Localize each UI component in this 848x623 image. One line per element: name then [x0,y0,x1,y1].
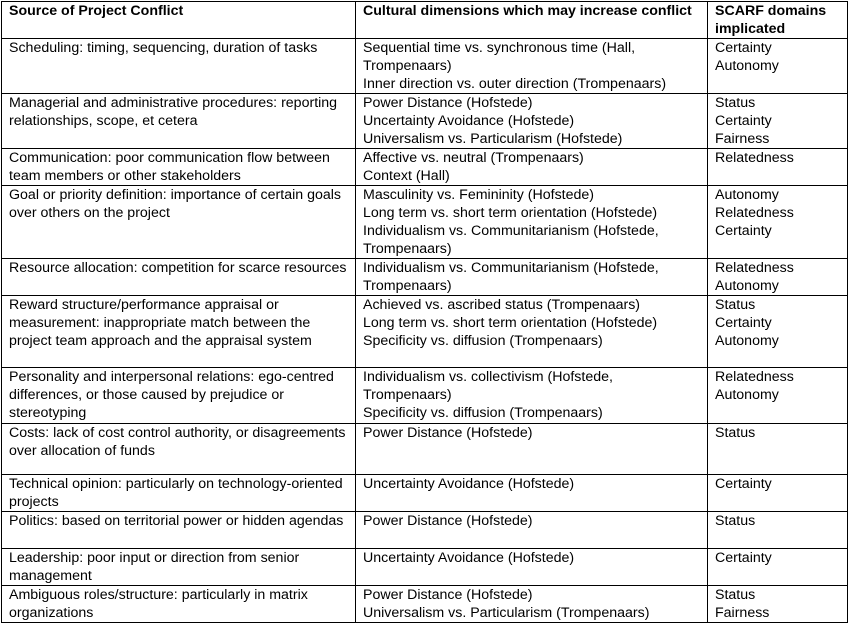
dimensions-cell [356,149,708,186]
table-row [2,259,848,296]
table-row [2,424,848,475]
scarf-cell [708,186,848,259]
dimension-item: Power Distance (Hofstede) [363,587,533,603]
source-cell: Reward structure/performance appraisal or measurement: inappropriate match between the project team approach and the appraisal system [2,296,356,368]
scarf-item: Autonomy [715,333,779,349]
source-cell: Scheduling: timing, sequencing, duration of tasks [2,39,356,94]
table-row [2,475,848,512]
table-row [2,296,848,368]
scarf-cell [708,94,848,149]
scarf-cell [708,296,848,368]
dimension-item: Sequential time vs. synchronous time (Hall, Trompenaars) [363,40,639,74]
scarf-cell [708,39,848,94]
dimensions-cell [356,549,708,586]
header-scarf: SCARF domains implicated [708,2,848,39]
dimension-item: Individualism vs. collectivism (Hofstede, Trompenaars) [363,369,617,403]
scarf-cell [708,424,848,475]
dimension-item: Long term vs. short term orientation (Hofstede) [363,315,658,331]
dimension-item: Specificity vs. diffusion (Trompenaars) [363,333,603,349]
source-cell: Communication: poor communication flow between team members or other stakeholders [2,149,356,186]
header-source: Source of Project Conflict [2,2,356,39]
scarf-item: Status [715,513,756,529]
table-row [2,512,848,549]
scarf-cell [708,549,848,586]
dimension-item: Affective vs. neutral (Trompenaars) [363,150,584,166]
scarf-item: Status [715,425,756,441]
dimension-item: Achieved vs. ascribed status (Trompenaars) [363,297,641,313]
scarf-item: Status [715,587,756,603]
source-cell: Politics: based on territorial power or hidden agendas [2,512,356,549]
dimensions-cell [356,186,708,259]
scarf-item: Autonomy [715,387,779,403]
scarf-item: Certainty [715,550,772,566]
scarf-item: Relatedness [715,369,794,385]
dimension-item: Context (Hall) [363,168,450,184]
dimensions-cell [356,424,708,475]
scarf-item: Certainty [715,476,772,492]
table-row [2,368,848,424]
source-cell: Goal or priority definition: importance of certain goals over others on the project [2,186,356,259]
header-dimensions: Cultural dimensions which may increase conflict [356,2,708,39]
dimensions-cell [356,475,708,512]
source-cell: Managerial and administrative procedures: reporting relationships, scope, et cetera [2,94,356,149]
source-cell: Resource allocation: competition for scarce resources [2,259,356,296]
dimensions-cell [356,94,708,149]
dimensions-cell [356,259,708,296]
scarf-item: Certainty [715,315,772,331]
dimension-item: Uncertainty Avoidance (Hofstede) [363,113,575,129]
scarf-item: Certainty [715,223,772,239]
table-row [2,186,848,259]
conflict-table [1,1,848,623]
dimensions-cell [356,368,708,424]
table-row [2,39,848,94]
dimension-item: Long term vs. short term orientation (Hofstede) [363,205,658,221]
table-row [2,149,848,186]
dimension-item: Power Distance (Hofstede) [363,95,533,111]
table-row [2,549,848,586]
scarf-item: Relatedness [715,260,794,276]
dimension-item: Individualism vs. Communitarianism (Hofstede, Trompenaars) [363,260,663,294]
scarf-cell [708,368,848,424]
dimension-item: Power Distance (Hofstede) [363,513,533,529]
scarf-item: Status [715,95,756,111]
scarf-item: Autonomy [715,187,779,203]
table-row [2,94,848,149]
table-row [2,586,848,623]
scarf-item: Relatedness [715,205,794,221]
source-cell: Leadership: poor input or direction from senior management [2,549,356,586]
dimensions-cell [356,586,708,623]
dimension-item: Universalism vs. Particularism (Hofstede) [363,131,623,147]
source-cell: Personality and interpersonal relations: ego-centred differences, or those caused by prejudice or stereotyping [2,368,356,424]
dimensions-cell [356,296,708,368]
header-row [2,2,848,39]
scarf-item: Certainty [715,113,772,129]
scarf-cell [708,259,848,296]
dimensions-cell [356,39,708,94]
dimensions-cell [356,512,708,549]
dimension-item: Uncertainty Avoidance (Hofstede) [363,476,575,492]
dimension-item: Inner direction vs. outer direction (Trompenaars) [363,76,667,92]
scarf-item: Relatedness [715,150,794,166]
scarf-item: Status [715,297,756,313]
scarf-item: Fairness [715,605,770,621]
dimension-item: Masculinity vs. Femininity (Hofstede) [363,187,595,203]
dimension-item: Individualism vs. Communitarianism (Hofstede, Trompenaars) [363,223,663,257]
scarf-cell [708,475,848,512]
scarf-item: Certainty [715,40,772,56]
scarf-cell [708,586,848,623]
scarf-cell [708,149,848,186]
source-cell: Technical opinion: particularly on technology-oriented projects [2,475,356,512]
scarf-cell [708,512,848,549]
scarf-item: Fairness [715,131,770,147]
scarf-item: Autonomy [715,58,779,74]
source-cell: Ambiguous roles/structure: particularly in matrix organizations [2,586,356,623]
scarf-item: Autonomy [715,278,779,294]
dimension-item: Uncertainty Avoidance (Hofstede) [363,550,575,566]
source-cell: Costs: lack of cost control authority, or disagreements over allocation of funds [2,424,356,475]
dimension-item: Specificity vs. diffusion (Trompenaars) [363,405,603,421]
dimension-item: Universalism vs. Particularism (Trompenaars) [363,605,650,621]
dimension-item: Power Distance (Hofstede) [363,425,533,441]
